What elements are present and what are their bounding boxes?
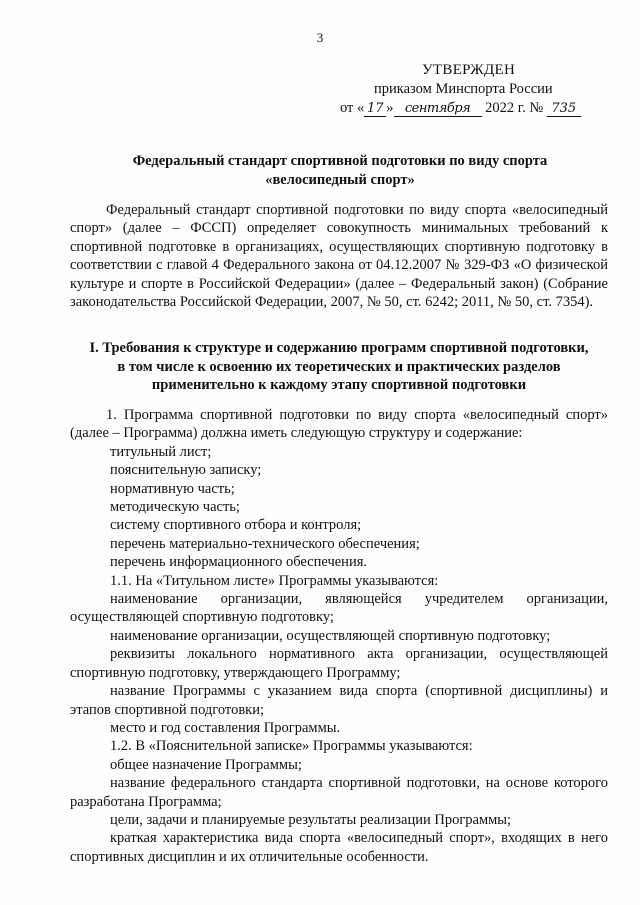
standard-title-line2: «велосипедный спорт» — [265, 172, 415, 188]
date-prefix: от « — [340, 100, 365, 116]
explanatory-note-entry: краткая характеристика вида спорта «велосипедный спорт», входящих в него спортивных дисциплин и их отличительные особенности. — [70, 830, 608, 865]
handwritten-month: сентября — [394, 102, 482, 117]
structure-list-item: нормативную часть; — [110, 480, 235, 497]
standard-title-line1: Федеральный стандарт спортивной подготовки по виду спорта — [132, 153, 548, 169]
explanatory-note-entry: общее назначение Программы; — [110, 756, 302, 773]
structure-list-item: титульный лист; — [110, 443, 212, 460]
approval-order-line: приказом Минспорта России — [374, 81, 553, 97]
section-1-title-line1: I. Требования к структуре и содержанию программ спортивной подготовки, — [89, 340, 589, 356]
title-page-entry: место и год составления Программы. — [110, 719, 341, 736]
section-1-title-line2: в том числе к освоению их теоретических и практических разделов — [117, 358, 561, 375]
structure-list-item: перечень материально-технического обеспечения; — [110, 535, 420, 552]
intro-block — [70, 201, 608, 311]
structure-list-item: пояснительную записку; — [110, 462, 262, 479]
approval-stamp — [340, 62, 610, 117]
section-1-title-line3: применительно к каждому этапу спортивной подготовки — [151, 377, 527, 393]
standard-title — [80, 152, 600, 190]
title-page-entry: реквизиты локального нормативного акта организации, осуществляющей спортивную подготовку, утверждающего Программу; — [70, 646, 608, 681]
handwritten-day: 17 — [364, 102, 386, 117]
structure-list-item: методическую часть; — [110, 499, 240, 516]
intro-paragraph: Федеральный стандарт спортивной подготовки по виду спорта «велосипедный спорт» (далее – ФССП) определяет совокупность минимальных требований к спортивной подготовке в организациях, осуществляющих спортивную подготовку в соответствии с главой 4 Федерального закона от 04.12.2007 № 329-ФЗ «О физической культуре и спорте в Российской Федерации» (далее – Федеральный закон) (Собрание законодательства Российской Федерации, 2007, № 50, ст. 6242; 2011, № 50, ст. 7354). — [70, 202, 608, 311]
approval-title: УТВЕРЖДЕН — [422, 62, 516, 78]
explanatory-note-entry: название федерального стандарта спортивной подготовки, на основе которого разработана Программа; — [70, 775, 608, 810]
section-1-body — [70, 406, 608, 866]
title-page-entry: наименование организации, осуществляющей спортивную подготовку; — [110, 627, 551, 644]
date-year: 2022 г. № — [485, 100, 544, 116]
section-1-title — [70, 339, 608, 395]
item-1-paragraph: 1. Программа спортивной подготовки по виду спорта «велосипедный спорт» (далее – Программа) должна иметь следующую структуру и содержание: — [70, 407, 608, 442]
item-1-2-heading: 1.2. В «Пояснительной записке» Программы указываются: — [110, 738, 473, 755]
title-page-entry: наименование организации, являющейся учредителем организации, осуществляющей спортивную подготовку; — [70, 591, 608, 626]
explanatory-note-entry: цели, задачи и планируемые результаты реализации Программы; — [110, 811, 512, 828]
page-number: 3 — [316, 30, 324, 45]
title-page-entry: название Программы с указанием вида спорта (спортивной дисциплины) и этапов спортивной подготовки; — [70, 683, 608, 718]
structure-list-item: систему спортивного отбора и контроля; — [110, 517, 362, 534]
approval-date-line — [340, 100, 610, 117]
structure-list-item: перечень информационного обеспечения. — [110, 554, 367, 571]
handwritten-order-number: 735 — [547, 102, 581, 117]
date-mid: » — [386, 100, 394, 116]
item-1-1-heading: 1.1. На «Титульном листе» Программы указываются: — [110, 572, 439, 589]
